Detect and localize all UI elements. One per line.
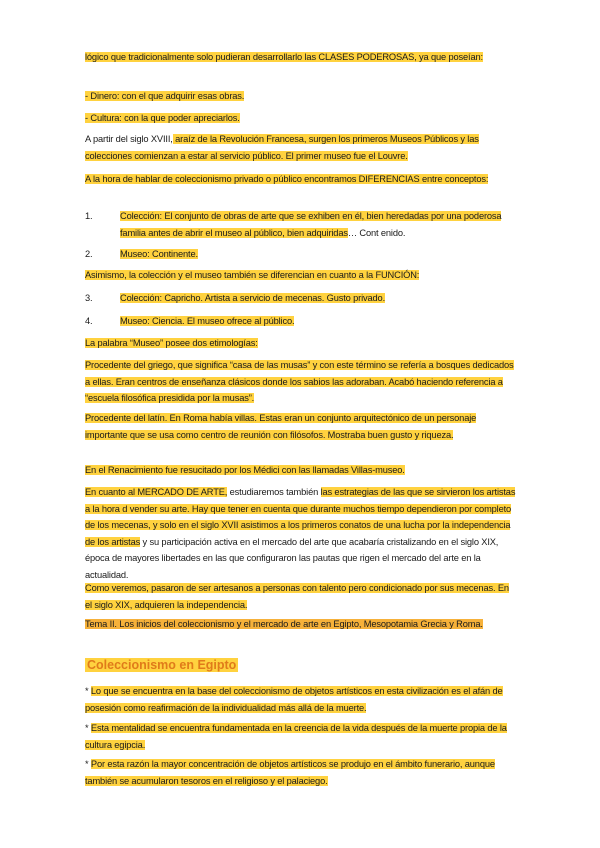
paragraph: A la hora de hablar de coleccionismo privado o público encontramos DIFERENCIAS entre conceptos:	[85, 174, 489, 184]
numbered-list	[85, 208, 517, 263]
paragraph: lógico que tradicionalmente solo pudieran desarrollarlo las CLASES PODEROSAS, ya que poseían:	[85, 52, 483, 62]
paragraph: Tema II. Los inicios del coleccionismo y el mercado de arte en Egipto, Mesopotamia Grecia y Roma.	[85, 619, 483, 629]
paragraph: Procedente del griego, que significa “casa de las musas” y con este término se refería a bosques dedicados a ellas. Eran centros de enseñanza clásicos donde los sabios las adoraban. Acabó haciendo referencia a “escuela filosófica presidida por la musas”.	[85, 360, 514, 403]
paragraph: A partir del siglo XVIII, araíz de la Revolución Francesa, surgen los primeros Museos Públicos y las colecciones comienzan a estar al servicio público. El primer museo fue el Louvre.	[85, 134, 479, 161]
paragraph: En el Renacimiento fue resucitado por los Médici con las llamadas Villas-museo.	[85, 465, 405, 475]
paragraph: La palabra “Museo” posee dos etimologías:	[85, 338, 258, 348]
list-item: 1. Colección: El conjunto de obras de arte que se exhiben en él, bien heredadas por una poderosa familia antes de abrir el museo al público, bien adquiridas… Cont enido.	[85, 211, 502, 238]
paragraph: Asimismo, la colección y el museo también se diferencian en cuanto a la FUNCIÓN:	[85, 270, 420, 280]
bullet-paragraph: * Lo que se encuentra en la base del coleccionismo de objetos artísticos en esta civilización es el afán de posesión como reafirmación de la individualidad más allá de la muerte.	[85, 686, 503, 713]
list-item: 2. Museo: Continente.	[85, 249, 198, 259]
paragraph: - Cultura: con la que poder apreciarlos.	[85, 113, 240, 123]
section-heading: Coleccionismo en Egipto	[87, 658, 237, 672]
paragraph: - Dinero: con el que adquirir esas obras.	[85, 91, 245, 101]
paragraph: Como veremos, pasaron de ser artesanos a personas con talento pero condicionado por sus mecenas. En el siglo XIX, adquieren la independencia.	[85, 583, 509, 610]
list-item: 4. Museo: Ciencia. El museo ofrece al público.	[85, 315, 295, 326]
paragraph: En cuanto al MERCADO DE ARTE, estudiaremos también las estrategias de las que se sirvieron los artistas a la hora d vender su arte. Hay que tener en cuenta que durante muchos tiempo dependieron por completo de los mecenas, y solo en el siglo XVII asistimos a los primeros conatos de una lucha por la independencia de los artistas y su participación activa en el mercado del arte que acabaría cristalizando en el siglo XIX, época de mayores libertades en las que configuraron las pautas que rigen el mercado del arte en la actualidad.	[85, 487, 516, 580]
bullet-paragraph: * Esta mentalidad se encuentra fundamentada en la creencia de la vida después de la muerte propia de la cultura egipcia.	[85, 723, 507, 750]
numbered-list	[85, 290, 517, 329]
paragraph: Procedente del latín. En Roma había villas. Estas eran un conjunto arquitectónico de un personaje importante que se usa como centro de reunión con filósofos. Mostraba buen gusto y riqueza.	[85, 413, 477, 440]
list-item: 3. Colección: Capricho. Artista a servicio de mecenas. Gusto privado.	[85, 293, 386, 303]
bullet-paragraph: * Por esta razón la mayor concentración de objetos artísticos se produjo en el ámbito funerario, aunque también se acumularon tesoros en el religioso y el palaciego.	[85, 759, 495, 786]
